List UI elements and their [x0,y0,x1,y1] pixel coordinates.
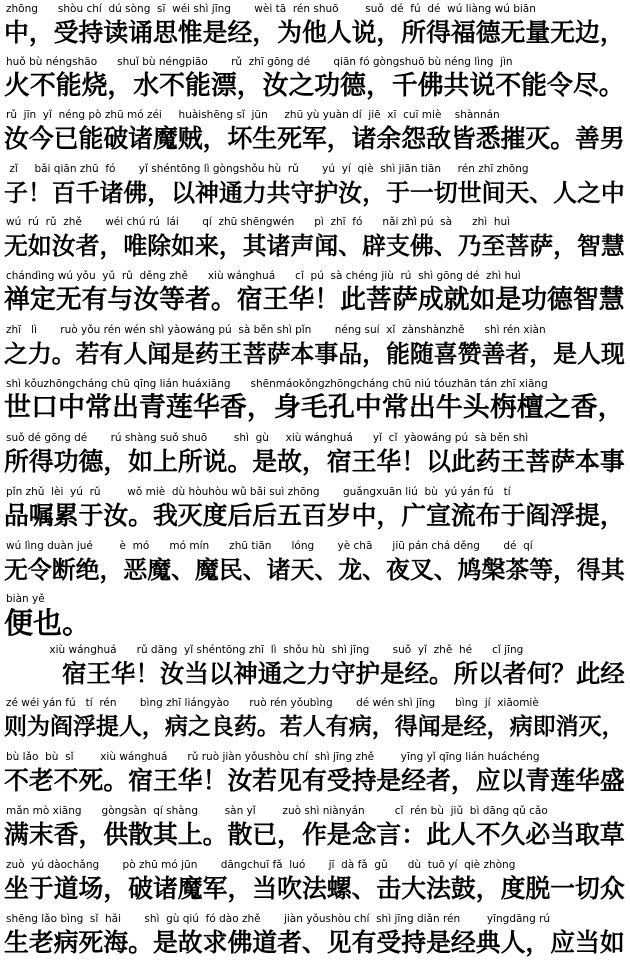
text-line [0,162,630,215]
pinyin-annotation: chándìng wú yǒu yǔ rǔ děng zhě xiù wánghuá cǐ pú sà chéng jiù rú shì gōng dé zhì huì [6,270,521,282]
pinyin-annotation: bù lǎo bù sǐ xiù wánghuá rǔ ruò jiàn yǒushòu chí shì jīng zhě yīng yǐ qīng lián huáchéng [6,751,540,763]
text-line [0,377,630,430]
chinese-text: 中，受持读诵思惟是经，为他人说，所得福德无量无边， [4,18,625,47]
pinyin-annotation: zuò yú dàochǎng pò zhū mó jūn dāngchuī fǎ luó jī dà fǎ gǔ dù tuō yí qiè zhòng [6,859,516,871]
pinyin-annotation: pǐn zhǔ lèi yú rǔ wǒ miè dù hòuhòu wǔ bǎi suì zhōng guǎngxuān liú bù yú yán fú tí [6,486,511,498]
text-line [0,2,630,55]
text-line [0,215,630,268]
pinyin-annotation: xiù wánghuá rǔ dāng yǐ shéntōng zhī lì shǒu hù shì jīng suǒ yǐ zhě hé cǐ jīng [6,644,524,656]
text-line [0,55,630,108]
chinese-text: 生老病死海。是故求佛道者、见有受持是经典人，应当如 [4,928,625,957]
chinese-text: 所得功德，如上所说。是故，宿王华！以此药王菩萨本事 [4,447,625,476]
chinese-text: 宿王华！汝当以神通之力守护是经。所以者何？此经 [62,659,625,688]
pinyin-annotation: zhōng shòu chí dú sòng sī wéi shì jīng wèi tā rén shuō suǒ dé fú dé wú liàng wú biān [6,3,536,15]
chinese-text: 子！百千诸佛，以神通力共守护汝，于一切世间天、人之中 [4,179,625,207]
text-line [0,804,630,857]
chinese-text: 便也。 [4,606,92,640]
pinyin-annotation: huǒ bù néngshāo shuǐ bù néngpiāo rǔ zhī gōng dé qiān fó gòngshuō bù néng lìng jìn [6,56,513,68]
text-line [0,643,630,696]
chinese-text: 无令断绝，恶魔、魔民、诸天、龙、夜叉、鸠槃茶等，得其 [4,556,625,584]
text-line [0,431,630,484]
text-line [0,696,630,749]
pinyin-annotation: suǒ dé gōng dé rú shàng suǒ shuō shì gù xiù wánghuá yǐ cǐ yàowáng pú sà běn shì [6,432,529,444]
chinese-text: 满末香，供散其上。散已，作是念言：此人不久必当取草 [4,820,625,849]
text-line [0,858,630,911]
text-line [0,912,630,965]
chinese-text: 之力。若有人闻是药王菩萨本事品，能随喜赞善者，是人现 [4,340,625,368]
chinese-text: 坐于道场，破诸魔军，当吹法螺、击大法鼓，度脱一切众 [4,874,625,903]
chinese-text: 世口中常出青莲华香，身毛孔中常出牛头栴檀之香， [4,392,625,423]
chinese-text: 禅定无有与汝等者。宿王华！此菩萨成就如是功德智慧 [4,285,625,315]
text-line [0,539,630,592]
text-line [0,323,630,376]
chinese-text: 不老不死。宿王华！汝若见有受持是经者，应以青莲华盛 [4,766,625,795]
chinese-text: 品嘱累于汝。我灭度后后五百岁中，广宣流布于阎浮提， [4,501,625,530]
pinyin-annotation: biàn yě [6,593,45,605]
pinyin-annotation: shēng lǎo bìng sǐ hǎi shì gù qiú fó dào zhě jiàn yǒushòu chí shì jīng diǎn rén yīngdāng rú [6,913,551,925]
pinyin-annotation: wú rú rǔ zhě wéi chú rú lái qí zhū shēngwén pì zhī fó nǎi zhì pú sà zhì huì [6,216,511,228]
pinyin-annotation: wú lìng duàn jué è mó mó mín zhū tiān lóng yè chā jiū pán chá děng dé qí [6,540,533,552]
text-line [0,592,630,645]
pinyin-annotation: mǎn mò xiāng gòngsàn qí shàng sàn yǐ zuò shì niànyán cǐ rén bù jiǔ bì dāng qǔ cǎo [6,805,548,817]
pinyin-annotation: zǐ bǎi qiān zhū fó yǐ shéntōng lì gòngshǒu hù rǔ yú yí qiè shì jiān tiān rén zhī zhōng [6,163,529,175]
chinese-text: 则为阎浮提人，病之良药。若人有病，得闻是经，病即消灭， [4,714,625,740]
text-line [0,108,630,161]
pinyin-annotation: zhī lì ruò yǒu rén wén shì yàowáng pú sà běn shì pǐn néng suí xǐ zànshànzhě shì rén xiàn [6,324,546,336]
text-line [0,750,630,803]
chinese-text: 火不能烧，水不能漂，汝之功德，千佛共说不能令尽。 [4,71,625,101]
pinyin-annotation: shì kǒuzhōngcháng chū qīng lián huáxiāng shēnmáokǒngzhōngcháng chū niú tóuzhān tán zhī xiāng [6,378,548,390]
pinyin-annotation: rǔ jīn yǐ néng pò zhū mó zéi huàishēng sǐ jūn zhū yù yuàn dí jiē xī cuī miè shànnán [6,109,500,121]
pinyin-annotation: zé wéi yán fú tí rén bìng zhī liángyào ruò rén yǒubìng dé wén shì jīng bìng jí xiāomiè [6,697,539,709]
chinese-text: 无如汝者，唯除如来，其诸声闻、辟支佛、乃至菩萨，智慧 [4,232,625,260]
text-line [0,269,630,322]
chinese-text: 汝今已能破诸魔贼，坏生死军，诸余怨敌皆悉摧灭。善男 [4,124,625,153]
text-line [0,485,630,538]
